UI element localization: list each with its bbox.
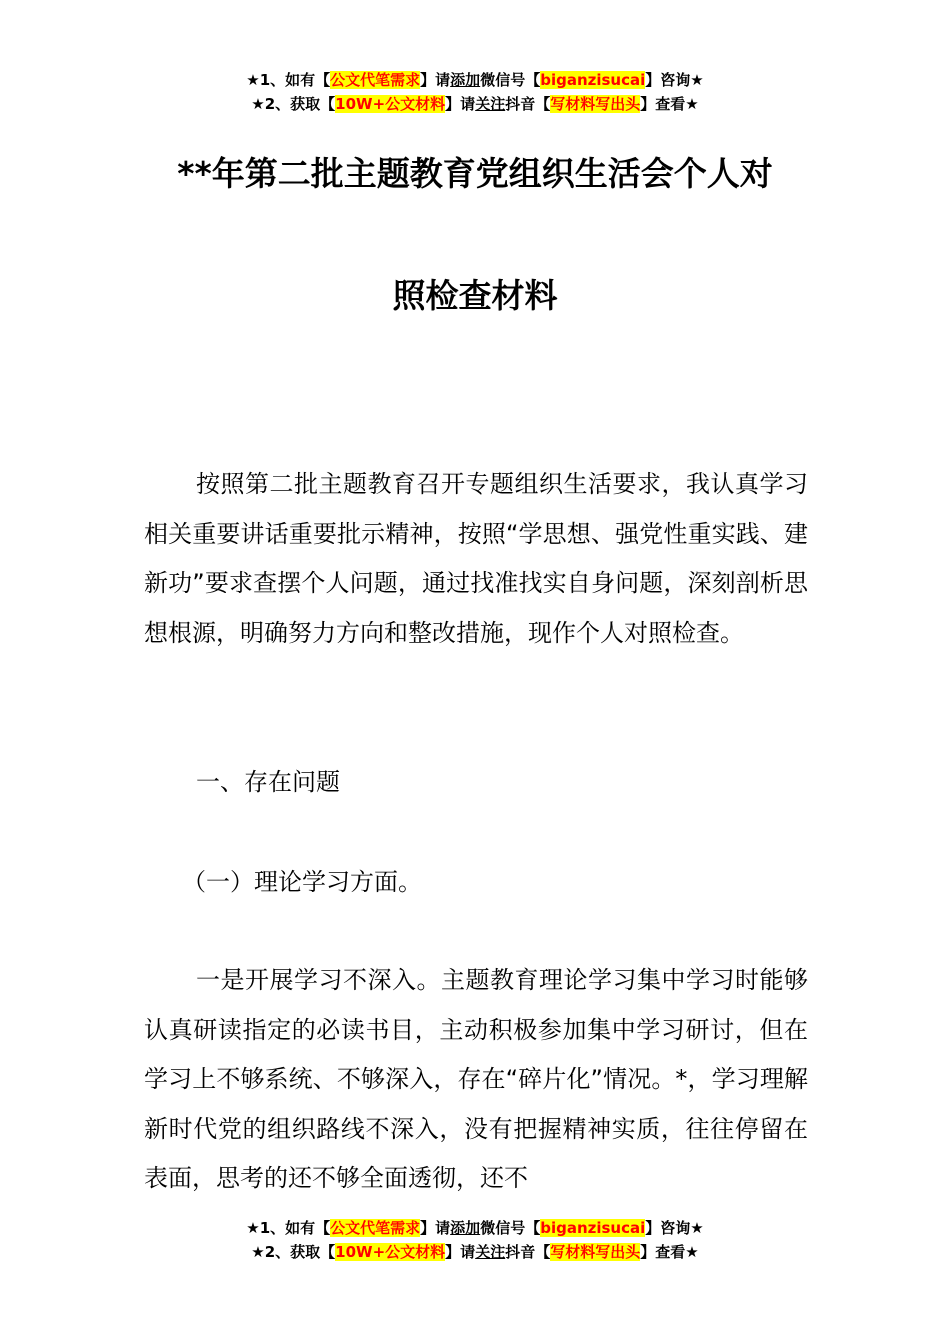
- highlight-service: 公文代笔需求: [330, 71, 421, 89]
- section-heading: 一、存在问题: [196, 768, 340, 796]
- banner-text: 2、获取【: [264, 95, 336, 113]
- star-icon: ★: [690, 1219, 704, 1237]
- banner-text: 1、如有【: [259, 71, 331, 89]
- underlined-text: 关注: [475, 95, 506, 113]
- subsection-heading: （一）理论学习方面。: [182, 868, 422, 896]
- banner-line-1: [0, 68, 950, 92]
- banner-text: 】请: [445, 95, 476, 113]
- highlight-wechat-id: biganzisucai: [540, 71, 646, 89]
- highlight-materials: 10W+公文材料: [335, 1243, 446, 1261]
- banner-text: 微信号【: [480, 1219, 541, 1237]
- star-icon: ★: [685, 95, 699, 113]
- banner-text: 1、如有【: [259, 1219, 331, 1237]
- banner-text: 】查看: [640, 95, 686, 113]
- banner-text: 】请: [420, 71, 451, 89]
- banner-text: 】请: [420, 1219, 451, 1237]
- highlight-douyin: 写材料写出头: [550, 95, 641, 113]
- intro-text: 按照第二批主题教育召开专题组织生活要求，我认真学习相关重要讲话重要批示精神，按照“学思想、强党性重实践、建新功”要求查摆个人问题，通过找准找实自身问题，深刻剖析思想根源，明确努力方向和整改措施，现作个人对照检查。: [144, 470, 808, 647]
- banner-text: 抖音【: [505, 1243, 551, 1261]
- document-title-line-2: 照检查材料: [392, 276, 558, 315]
- underlined-text: 关注: [475, 1243, 506, 1261]
- underlined-text: 添加: [450, 1219, 481, 1237]
- banner-line-1: [0, 1216, 950, 1240]
- body-paragraph: [144, 956, 808, 1206]
- highlight-service: 公文代笔需求: [330, 1219, 421, 1237]
- highlight-douyin: 写材料写出头: [550, 1243, 641, 1261]
- banner-text: 】查看: [640, 1243, 686, 1261]
- star-icon: ★: [246, 1219, 260, 1237]
- star-icon: ★: [251, 1243, 265, 1261]
- header-banner: [0, 68, 950, 116]
- star-icon: ★: [685, 1243, 699, 1261]
- document-title-line-1: **年第二批主题教育党组织生活会个人对: [177, 154, 773, 193]
- banner-line-2: [0, 1240, 950, 1264]
- intro-paragraph: [144, 460, 808, 658]
- underlined-text: 添加: [450, 71, 481, 89]
- body-text: 一是开展学习不深入。主题教育理论学习集中学习时能够认真研读指定的必读书目，主动积极参加集中学习研讨，但在学习上不够系统、不够深入，存在“碎片化”情况。*，学习理解新时代党的组织路线不深入，没有把握精神实质，往往停留在表面，思考的还不够全面透彻，还不: [144, 966, 808, 1192]
- banner-line-2: [0, 92, 950, 116]
- highlight-wechat-id: biganzisucai: [540, 1219, 646, 1237]
- banner-text: 抖音【: [505, 95, 551, 113]
- banner-text: 】咨询: [645, 1219, 691, 1237]
- banner-text: 】咨询: [645, 71, 691, 89]
- banner-text: 2、获取【: [264, 1243, 336, 1261]
- star-icon: ★: [251, 95, 265, 113]
- star-icon: ★: [690, 71, 704, 89]
- banner-text: 】请: [445, 1243, 476, 1261]
- footer-banner: [0, 1216, 950, 1264]
- highlight-materials: 10W+公文材料: [335, 95, 446, 113]
- star-icon: ★: [246, 71, 260, 89]
- banner-text: 微信号【: [480, 71, 541, 89]
